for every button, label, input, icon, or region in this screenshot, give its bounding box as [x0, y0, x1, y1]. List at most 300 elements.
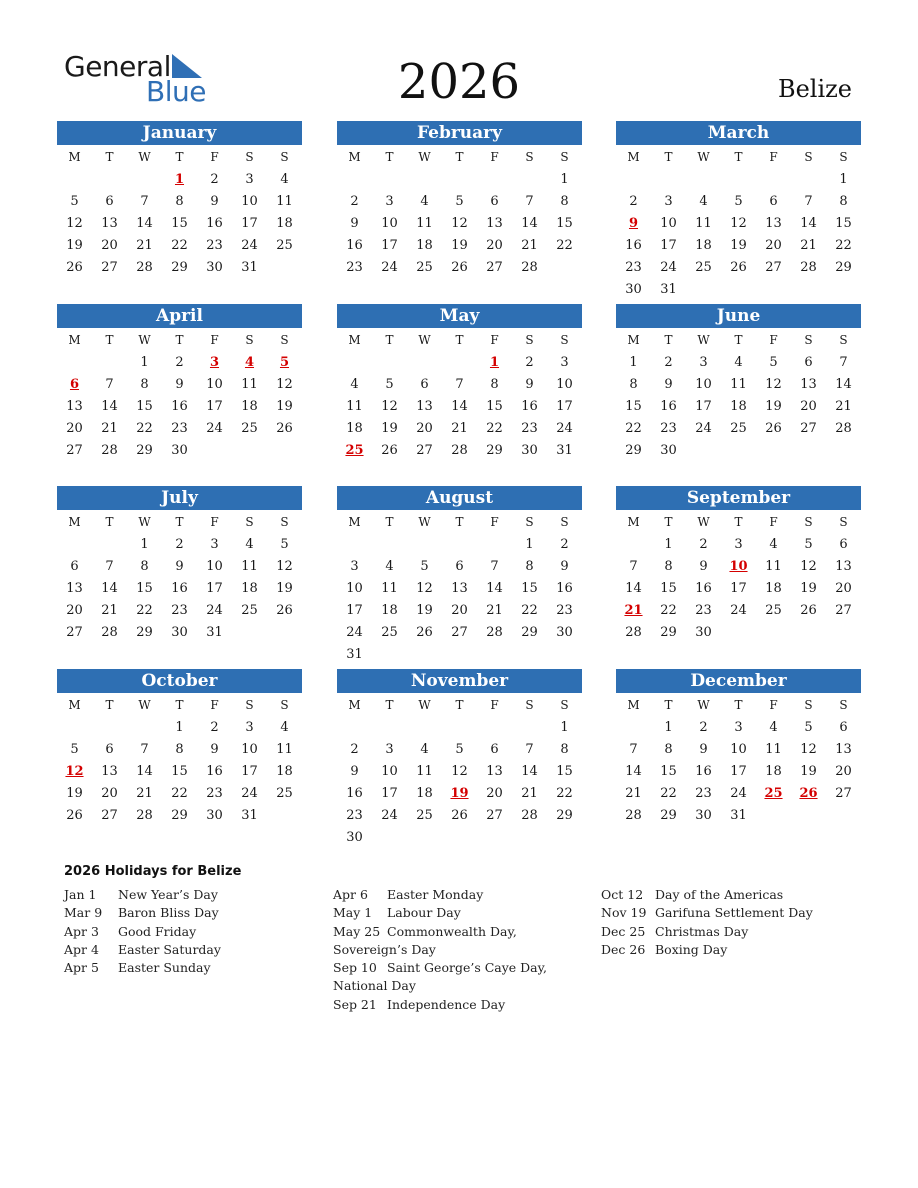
empty-cell: [267, 440, 302, 462]
day-cell: 12: [381, 399, 398, 414]
empty-cell: [756, 805, 791, 827]
day-cell: 1: [140, 537, 149, 552]
weekday-label: S: [525, 698, 534, 712]
week-row: [337, 761, 582, 783]
day-cell: 5: [70, 194, 79, 209]
day-cell: 13: [835, 559, 852, 574]
week-row: [337, 374, 582, 396]
day-cell: 22: [625, 421, 642, 436]
day-cell: 2: [699, 720, 708, 735]
day-cell: 9: [699, 559, 708, 574]
holidays-title: 2026 Holidays for Belize: [64, 864, 242, 879]
holiday-date: Apr 6: [333, 887, 368, 902]
holiday-date: May 25: [333, 923, 381, 939]
holiday-day-cell: 4: [244, 355, 255, 370]
day-cell: 14: [136, 764, 153, 779]
day-cell: 28: [625, 808, 642, 823]
week-row: [616, 396, 861, 418]
week-row: [57, 235, 302, 257]
day-cell: 12: [276, 559, 293, 574]
weekday-label: W: [697, 698, 710, 712]
weekday-row: [57, 145, 302, 169]
week-row: [337, 257, 582, 279]
day-cell: 24: [241, 238, 258, 253]
weekday-label: S: [839, 515, 848, 529]
day-cell: 30: [206, 260, 223, 275]
weekday-label: T: [664, 515, 673, 529]
weekday-label: S: [560, 333, 569, 347]
weekday-label: F: [769, 515, 778, 529]
day-cell: 22: [835, 238, 852, 253]
empty-cell: [547, 827, 582, 849]
day-cell: 6: [804, 355, 813, 370]
month-header: July: [57, 486, 302, 510]
holiday-name: Saint George’s Caye Day, National Day: [333, 960, 548, 994]
day-cell: 19: [730, 238, 747, 253]
day-cell: 29: [625, 443, 642, 458]
empty-cell: [791, 279, 826, 301]
day-cell: 21: [136, 238, 153, 253]
day-cell: 29: [136, 443, 153, 458]
holiday-day-cell: 21: [624, 603, 643, 618]
day-cell: 2: [350, 742, 359, 757]
holiday-date: Nov 19: [601, 905, 647, 921]
day-cell: 1: [175, 720, 184, 735]
day-cell: 2: [664, 355, 673, 370]
weekday-label: M: [68, 333, 81, 347]
holiday-day-cell: 25: [345, 443, 364, 458]
day-cell: 7: [105, 559, 114, 574]
day-cell: 26: [451, 808, 468, 823]
week-row: [337, 556, 582, 578]
day-cell: 7: [140, 194, 149, 209]
week-row: [337, 644, 582, 666]
day-cell: 13: [101, 764, 118, 779]
day-cell: 13: [66, 581, 83, 596]
day-cell: 1: [525, 537, 534, 552]
day-cell: 31: [556, 443, 573, 458]
day-cell: 28: [625, 625, 642, 640]
holiday-entry: [601, 941, 851, 959]
week-row: [337, 827, 582, 849]
day-cell: 12: [451, 216, 468, 231]
day-cell: 27: [800, 421, 817, 436]
day-cell: 2: [175, 355, 184, 370]
day-cell: 7: [804, 194, 813, 209]
day-cell: 11: [241, 377, 258, 392]
day-cell: 26: [416, 625, 433, 640]
weekday-label: S: [804, 333, 813, 347]
day-cell: 27: [835, 786, 852, 801]
day-cell: 29: [556, 808, 573, 823]
day-cell: 17: [241, 216, 258, 231]
day-cell: 3: [245, 720, 254, 735]
week-row: [616, 418, 861, 440]
day-cell: 11: [276, 742, 293, 757]
day-cell: 6: [490, 742, 499, 757]
day-cell: 8: [490, 377, 499, 392]
weekday-label: T: [455, 150, 464, 164]
day-cell: 13: [416, 399, 433, 414]
day-cell: 19: [800, 764, 817, 779]
weekday-label: S: [245, 515, 254, 529]
empty-cell: [92, 352, 127, 374]
logo-text-blue: Blue: [146, 75, 206, 108]
day-cell: 5: [280, 537, 289, 552]
weekday-label: S: [245, 698, 254, 712]
empty-cell: [616, 717, 651, 739]
month-header: January: [57, 121, 302, 145]
day-cell: 17: [206, 581, 223, 596]
month-header: April: [57, 304, 302, 328]
day-cell: 18: [241, 581, 258, 596]
day-cell: 4: [769, 537, 778, 552]
holiday-date: Mar 9: [64, 905, 103, 921]
week-row: [57, 374, 302, 396]
logo-text-general: General: [64, 50, 171, 83]
day-cell: 7: [629, 559, 638, 574]
day-cell: 28: [486, 625, 503, 640]
month-february: [337, 121, 582, 279]
day-cell: 21: [136, 786, 153, 801]
day-cell: 11: [765, 742, 782, 757]
week-row: [57, 739, 302, 761]
weekday-label: T: [455, 698, 464, 712]
day-cell: 30: [556, 625, 573, 640]
week-row: [57, 418, 302, 440]
month-header: March: [616, 121, 861, 145]
weekday-label: S: [839, 333, 848, 347]
day-cell: 17: [381, 786, 398, 801]
day-cell: 10: [381, 764, 398, 779]
day-cell: 13: [835, 742, 852, 757]
day-cell: 11: [276, 194, 293, 209]
holiday-name: Day of the Americas: [655, 887, 784, 902]
day-cell: 30: [346, 830, 363, 845]
weekday-label: T: [175, 333, 184, 347]
day-cell: 29: [171, 260, 188, 275]
empty-cell: [57, 717, 92, 739]
day-cell: 28: [136, 260, 153, 275]
empty-cell: [337, 352, 372, 374]
day-cell: 9: [210, 194, 219, 209]
weekday-label: M: [627, 515, 640, 529]
empty-cell: [547, 644, 582, 666]
holiday-column: [64, 886, 319, 977]
week-row: [57, 534, 302, 556]
empty-cell: [407, 827, 442, 849]
week-row: [57, 717, 302, 739]
weekday-label: S: [245, 333, 254, 347]
empty-cell: [651, 169, 686, 191]
day-cell: 16: [695, 581, 712, 596]
weekday-label: T: [105, 698, 114, 712]
day-cell: 26: [276, 421, 293, 436]
empty-cell: [442, 827, 477, 849]
empty-cell: [57, 352, 92, 374]
day-cell: 30: [171, 443, 188, 458]
month-october: [57, 669, 302, 827]
day-cell: 8: [175, 194, 184, 209]
weekday-row: [337, 510, 582, 534]
holiday-day-cell: 9: [628, 216, 639, 231]
week-row: [616, 600, 861, 622]
holiday-name: Good Friday: [118, 923, 197, 939]
empty-cell: [791, 805, 826, 827]
empty-cell: [721, 169, 756, 191]
day-cell: 2: [525, 355, 534, 370]
week-row: [616, 169, 861, 191]
week-row: [337, 440, 582, 462]
day-cell: 11: [695, 216, 712, 231]
day-cell: 2: [629, 194, 638, 209]
day-cell: 17: [206, 399, 223, 414]
weekday-label: S: [560, 150, 569, 164]
day-cell: 3: [350, 559, 359, 574]
empty-cell: [407, 717, 442, 739]
day-cell: 1: [560, 172, 569, 187]
day-cell: 9: [525, 377, 534, 392]
day-cell: 15: [835, 216, 852, 231]
weekday-label: T: [664, 698, 673, 712]
empty-cell: [721, 279, 756, 301]
weekday-label: F: [490, 150, 499, 164]
day-cell: 7: [105, 377, 114, 392]
day-cell: 31: [346, 647, 363, 662]
week-row: [57, 191, 302, 213]
day-cell: 30: [521, 443, 538, 458]
weekday-label: W: [418, 333, 431, 347]
weekday-label: W: [138, 150, 151, 164]
weekday-label: F: [769, 698, 778, 712]
weekday-label: T: [734, 333, 743, 347]
week-row: [337, 396, 582, 418]
day-cell: 8: [525, 559, 534, 574]
week-row: [616, 279, 861, 301]
holiday-entry: [601, 886, 851, 904]
weekday-row: [337, 145, 582, 169]
day-cell: 31: [241, 260, 258, 275]
empty-cell: [337, 717, 372, 739]
day-cell: 1: [664, 537, 673, 552]
month-header: June: [616, 304, 861, 328]
week-row: [57, 169, 302, 191]
week-row: [57, 396, 302, 418]
weekday-row: [337, 328, 582, 352]
weekday-label: M: [627, 333, 640, 347]
holiday-day-cell: 6: [69, 377, 80, 392]
day-cell: 16: [695, 764, 712, 779]
day-cell: 24: [695, 421, 712, 436]
day-cell: 21: [451, 421, 468, 436]
day-cell: 25: [241, 421, 258, 436]
day-cell: 4: [280, 172, 289, 187]
holiday-name: New Year’s Day: [118, 887, 218, 902]
day-cell: 28: [136, 808, 153, 823]
day-cell: 8: [140, 377, 149, 392]
day-cell: 10: [660, 216, 677, 231]
day-cell: 19: [276, 399, 293, 414]
country-label: Belize: [777, 75, 852, 103]
day-cell: 8: [629, 377, 638, 392]
day-cell: 5: [804, 720, 813, 735]
week-row: [616, 578, 861, 600]
weekday-label: W: [138, 698, 151, 712]
day-cell: 28: [835, 421, 852, 436]
holiday-date: Dec 26: [601, 941, 646, 957]
day-cell: 25: [276, 786, 293, 801]
holiday-date: Jan 1: [64, 887, 97, 902]
weekday-label: T: [385, 333, 394, 347]
empty-cell: [477, 717, 512, 739]
holiday-entry: [601, 904, 851, 922]
day-cell: 16: [521, 399, 538, 414]
weekday-label: F: [490, 515, 499, 529]
empty-cell: [267, 805, 302, 827]
day-cell: 12: [800, 742, 817, 757]
day-cell: 13: [486, 216, 503, 231]
week-row: [337, 169, 582, 191]
empty-cell: [756, 440, 791, 462]
day-cell: 23: [171, 421, 188, 436]
empty-cell: [791, 440, 826, 462]
week-row: [57, 556, 302, 578]
day-cell: 27: [66, 625, 83, 640]
day-cell: 7: [455, 377, 464, 392]
holiday-entry: [64, 904, 319, 922]
weekday-row: [337, 693, 582, 717]
holiday-name: Baron Bliss Day: [118, 905, 219, 921]
weekday-label: T: [105, 150, 114, 164]
day-cell: 11: [346, 399, 363, 414]
empty-cell: [232, 622, 267, 644]
day-cell: 17: [730, 764, 747, 779]
day-cell: 26: [451, 260, 468, 275]
holiday-name: Easter Monday: [387, 887, 484, 902]
day-cell: 11: [241, 559, 258, 574]
day-cell: 9: [175, 559, 184, 574]
weekday-row: [57, 510, 302, 534]
day-cell: 4: [699, 194, 708, 209]
empty-cell: [372, 717, 407, 739]
day-cell: 27: [416, 443, 433, 458]
day-cell: 9: [175, 377, 184, 392]
day-cell: 4: [385, 559, 394, 574]
weekday-row: [616, 510, 861, 534]
holiday-column: [333, 886, 585, 1014]
day-cell: 13: [451, 581, 468, 596]
day-cell: 6: [105, 194, 114, 209]
day-cell: 3: [385, 194, 394, 209]
day-cell: 23: [625, 260, 642, 275]
day-cell: 22: [521, 603, 538, 618]
day-cell: 13: [765, 216, 782, 231]
day-cell: 2: [560, 537, 569, 552]
holiday-date: Apr 5: [64, 960, 99, 976]
day-cell: 1: [664, 720, 673, 735]
weekday-label: F: [769, 150, 778, 164]
day-cell: 12: [451, 764, 468, 779]
weekday-label: S: [560, 515, 569, 529]
week-row: [616, 556, 861, 578]
day-cell: 14: [625, 581, 642, 596]
day-cell: 7: [839, 355, 848, 370]
holiday-name: Christmas Day: [655, 923, 749, 939]
day-cell: 2: [350, 194, 359, 209]
week-row: [616, 805, 861, 827]
day-cell: 18: [765, 764, 782, 779]
day-cell: 29: [660, 808, 677, 823]
month-header: October: [57, 669, 302, 693]
day-cell: 28: [800, 260, 817, 275]
day-cell: 5: [769, 355, 778, 370]
day-cell: 14: [101, 581, 118, 596]
holiday-date: Dec 25: [601, 923, 646, 939]
week-row: [616, 622, 861, 644]
day-cell: 9: [350, 216, 359, 231]
month-august: [337, 486, 582, 666]
day-cell: 30: [206, 808, 223, 823]
weekday-row: [616, 328, 861, 352]
day-cell: 23: [206, 786, 223, 801]
day-cell: 18: [346, 421, 363, 436]
day-cell: 7: [525, 194, 534, 209]
holiday-day-cell: 3: [209, 355, 220, 370]
empty-cell: [442, 534, 477, 556]
day-cell: 15: [556, 216, 573, 231]
holiday-entry: [64, 959, 319, 977]
day-cell: 27: [451, 625, 468, 640]
weekday-row: [616, 145, 861, 169]
holiday-name: Easter Saturday: [118, 941, 221, 957]
day-cell: 3: [560, 355, 569, 370]
day-cell: 28: [521, 808, 538, 823]
day-cell: 16: [346, 786, 363, 801]
weekday-label: T: [385, 515, 394, 529]
month-header: September: [616, 486, 861, 510]
day-cell: 13: [800, 377, 817, 392]
day-cell: 4: [350, 377, 359, 392]
weekday-label: F: [210, 515, 219, 529]
day-cell: 24: [346, 625, 363, 640]
week-row: [616, 783, 861, 805]
day-cell: 21: [101, 603, 118, 618]
day-cell: 21: [625, 786, 642, 801]
day-cell: 30: [695, 625, 712, 640]
day-cell: 24: [660, 260, 677, 275]
day-cell: 26: [66, 808, 83, 823]
day-cell: 1: [140, 355, 149, 370]
day-cell: 2: [210, 720, 219, 735]
weekday-label: W: [418, 515, 431, 529]
weekday-label: W: [697, 150, 710, 164]
day-cell: 6: [839, 537, 848, 552]
holiday-day-cell: 12: [65, 764, 84, 779]
week-row: [616, 191, 861, 213]
weekday-label: S: [280, 333, 289, 347]
month-november: [337, 669, 582, 849]
day-cell: 18: [730, 399, 747, 414]
week-row: [616, 374, 861, 396]
day-cell: 20: [835, 764, 852, 779]
day-cell: 23: [695, 786, 712, 801]
day-cell: 19: [381, 421, 398, 436]
holiday-entry: [333, 923, 585, 960]
day-cell: 15: [136, 581, 153, 596]
day-cell: 27: [66, 443, 83, 458]
month-april: [57, 304, 302, 462]
day-cell: 23: [660, 421, 677, 436]
